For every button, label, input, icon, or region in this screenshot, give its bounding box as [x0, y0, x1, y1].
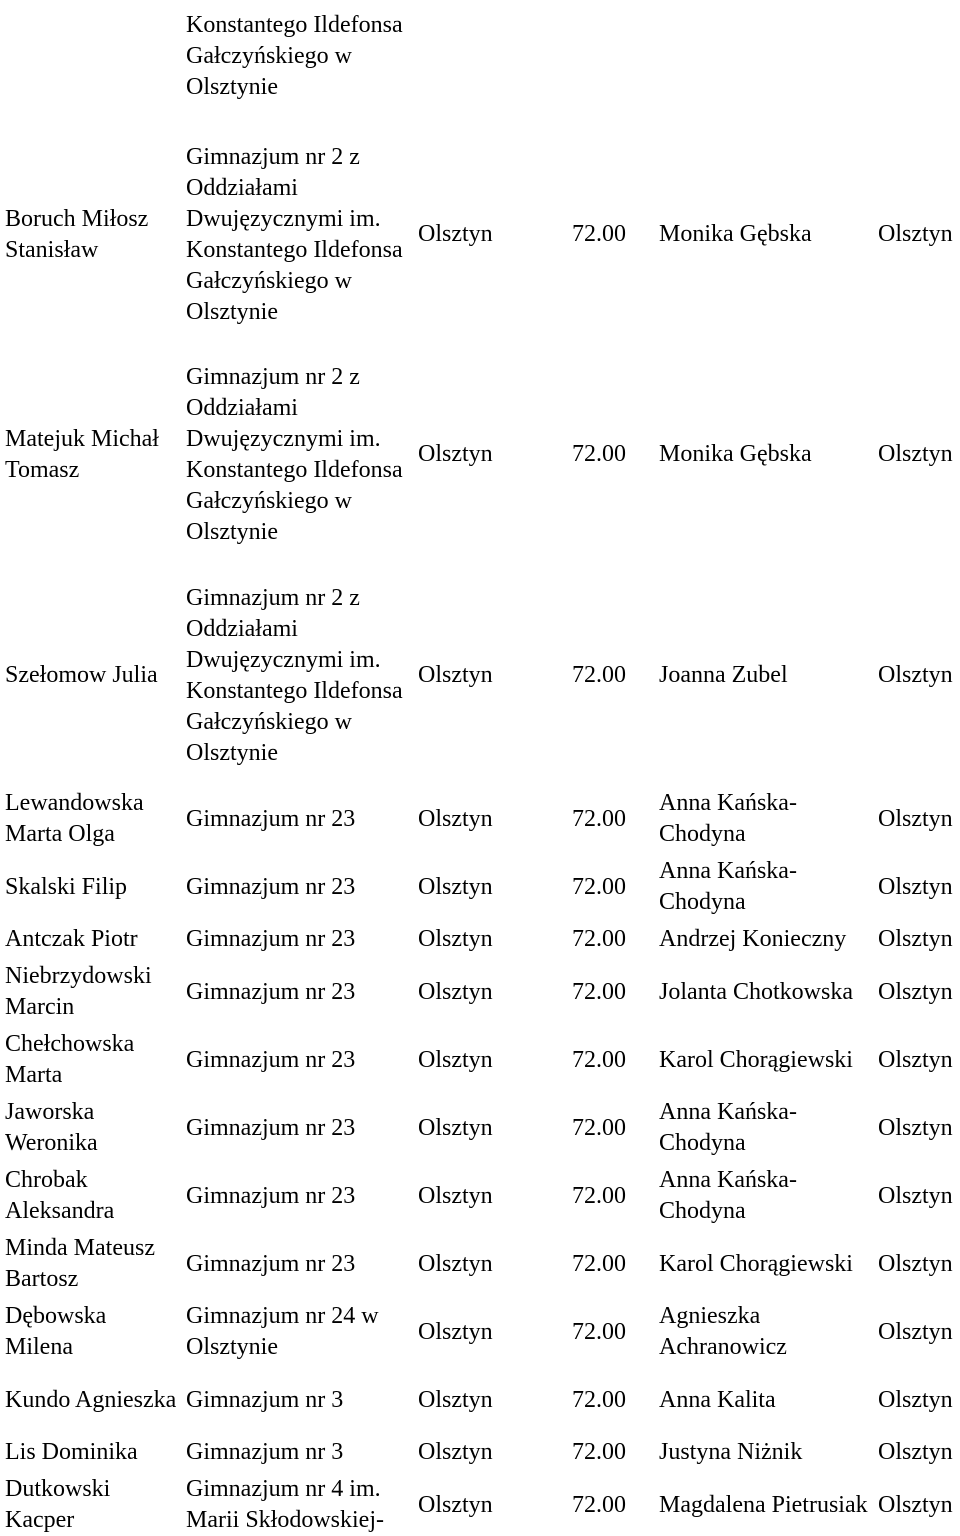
teacher-city: Olsztyn: [878, 1439, 953, 1465]
school-name: Gimnazjum nr 23: [186, 1046, 356, 1073]
table-row: [0, 1301, 960, 1363]
student-name: Lis Dominika: [5, 1439, 138, 1465]
student-name: Niebrzydowski Marcin: [5, 963, 152, 1020]
teacher-name: Karol Chorągiewski: [659, 1250, 853, 1277]
score: 72.00: [572, 1318, 626, 1345]
school-name: Gimnazjum nr 2 z Oddziałami Dwujęzycznymi im. Konstantego Ildefonsa Gałczyńskiego w Olsztynie: [186, 363, 403, 545]
school-name: Konstantego Ildefonsa Gałczyńskiego w Olsztynie: [186, 11, 403, 100]
school-name: Gimnazjum nr 2 z Oddziałami Dwujęzycznymi im. Konstantego Ildefonsa Gałczyńskiego w Olsztynie: [186, 143, 403, 325]
teacher-city: Olsztyn: [878, 1386, 953, 1413]
score: 72.00: [572, 1046, 626, 1073]
school-city: Olsztyn: [418, 221, 493, 247]
school-name: Gimnazjum nr 24 w Olsztynie: [186, 1303, 379, 1360]
school-name: Gimnazjum nr 23: [186, 1250, 356, 1277]
teacher-name: Justyna Niżnik: [659, 1439, 803, 1465]
table-row: [0, 856, 960, 918]
school-city: Olsztyn: [418, 1182, 493, 1209]
student-name: Chrobak Aleksandra: [5, 1167, 115, 1224]
student-name: Boruch Miłosz Stanisław: [5, 205, 149, 263]
table-row: [0, 1233, 960, 1295]
school-city: Olsztyn: [418, 805, 493, 832]
school-city: Olsztyn: [418, 441, 493, 467]
student-name: Dębowska Milena: [5, 1303, 107, 1360]
table-row: [0, 1097, 960, 1159]
table-row: [0, 788, 960, 850]
school-city: Olsztyn: [418, 662, 493, 688]
school-name: Gimnazjum nr 3: [186, 1386, 344, 1413]
school-city: Olsztyn: [418, 1250, 493, 1277]
teacher-name: Anna Kańska-Chodyna: [659, 1099, 797, 1156]
score: 72.00: [572, 221, 626, 247]
school-name: Gimnazjum nr 23: [186, 1182, 356, 1209]
score: 72.00: [572, 1250, 626, 1277]
teacher-city: Olsztyn: [878, 978, 953, 1005]
score: 72.00: [572, 441, 626, 467]
teacher-city: Olsztyn: [878, 441, 953, 467]
table-row: [0, 1437, 960, 1468]
student-name: Minda Mateusz Bartosz: [5, 1235, 155, 1292]
teacher-city: Olsztyn: [878, 662, 953, 688]
student-name: Kundo Agnieszka: [5, 1386, 177, 1413]
school-city: Olsztyn: [418, 978, 493, 1005]
table-row: [0, 1474, 960, 1536]
table-row: [0, 1165, 960, 1227]
score: 72.00: [572, 873, 626, 900]
teacher-name: Jolanta Chotkowska: [659, 978, 853, 1005]
teacher-city: Olsztyn: [878, 873, 953, 900]
school-city: Olsztyn: [418, 1114, 493, 1141]
table-row: [0, 346, 960, 563]
teacher-name: Agnieszka Achranowicz: [659, 1303, 787, 1360]
teacher-name: Magdalena Pietrusiak: [659, 1491, 868, 1518]
teacher-name: Karol Chorągiewski: [659, 1046, 853, 1073]
teacher-city: Olsztyn: [878, 221, 953, 247]
score: 72.00: [572, 926, 626, 952]
student-name: Dutkowski Kacper: [5, 1476, 111, 1533]
score: 72.00: [572, 1386, 626, 1413]
table-row: [0, 1369, 960, 1431]
score: 72.00: [572, 1114, 626, 1141]
teacher-name: Joanna Zubel: [659, 662, 788, 688]
table-row: [0, 961, 960, 1023]
school-city: Olsztyn: [418, 1386, 493, 1413]
school-city: Olsztyn: [418, 873, 493, 900]
table-row: [0, 126, 960, 343]
student-name: Chełchowska Marta: [5, 1031, 135, 1088]
teacher-name: Monika Gębska: [659, 441, 812, 467]
score: 72.00: [572, 1439, 626, 1465]
student-name: Lewandowska Marta Olga: [5, 790, 144, 847]
teacher-name: Anna Kańska-Chodyna: [659, 790, 797, 847]
table-row: [0, 567, 960, 784]
school-name: Gimnazjum nr 23: [186, 978, 356, 1005]
school-city: Olsztyn: [418, 1318, 493, 1345]
teacher-city: Olsztyn: [878, 805, 953, 832]
school-city: Olsztyn: [418, 1491, 493, 1518]
school-name: Gimnazjum nr 23: [186, 805, 356, 832]
student-name: Skalski Filip: [5, 873, 128, 900]
teacher-city: Olsztyn: [878, 1491, 953, 1518]
teacher-city: Olsztyn: [878, 1114, 953, 1141]
school-name: Gimnazjum nr 3: [186, 1439, 344, 1465]
school-name: Gimnazjum nr 23: [186, 873, 356, 900]
student-name: Jaworska Weronika: [5, 1099, 98, 1156]
table-row: [0, 924, 960, 955]
student-name: Antczak Piotr: [5, 926, 138, 952]
score: 72.00: [572, 1491, 626, 1518]
school-name: Gimnazjum nr 23: [186, 926, 356, 952]
school-name: Gimnazjum nr 4 im. Marii Skłodowskiej-: [186, 1476, 384, 1533]
score: 72.00: [572, 662, 626, 688]
teacher-city: Olsztyn: [878, 926, 953, 952]
student-name: Szełomow Julia: [5, 662, 158, 688]
school-name: Gimnazjum nr 2 z Oddziałami Dwujęzycznymi im. Konstantego Ildefonsa Gałczyńskiego w Olsztynie: [186, 584, 403, 766]
score: 72.00: [572, 805, 626, 832]
teacher-city: Olsztyn: [878, 1250, 953, 1277]
teacher-name: Andrzej Konieczny: [659, 926, 847, 952]
teacher-city: Olsztyn: [878, 1182, 953, 1209]
school-name: Gimnazjum nr 23: [186, 1114, 356, 1141]
teacher-name: Monika Gębska: [659, 221, 812, 247]
teacher-name: Anna Kalita: [659, 1386, 776, 1413]
teacher-name: Anna Kańska-Chodyna: [659, 858, 797, 915]
table-row: [0, 1029, 960, 1091]
school-city: Olsztyn: [418, 926, 493, 952]
score: 72.00: [572, 978, 626, 1005]
school-city: Olsztyn: [418, 1046, 493, 1073]
score: 72.00: [572, 1182, 626, 1209]
table-row: [0, 0, 960, 118]
student-name: Matejuk Michał Tomasz: [5, 425, 159, 483]
teacher-city: Olsztyn: [878, 1318, 953, 1345]
school-city: Olsztyn: [418, 1439, 493, 1465]
teacher-city: Olsztyn: [878, 1046, 953, 1073]
teacher-name: Anna Kańska-Chodyna: [659, 1167, 797, 1224]
